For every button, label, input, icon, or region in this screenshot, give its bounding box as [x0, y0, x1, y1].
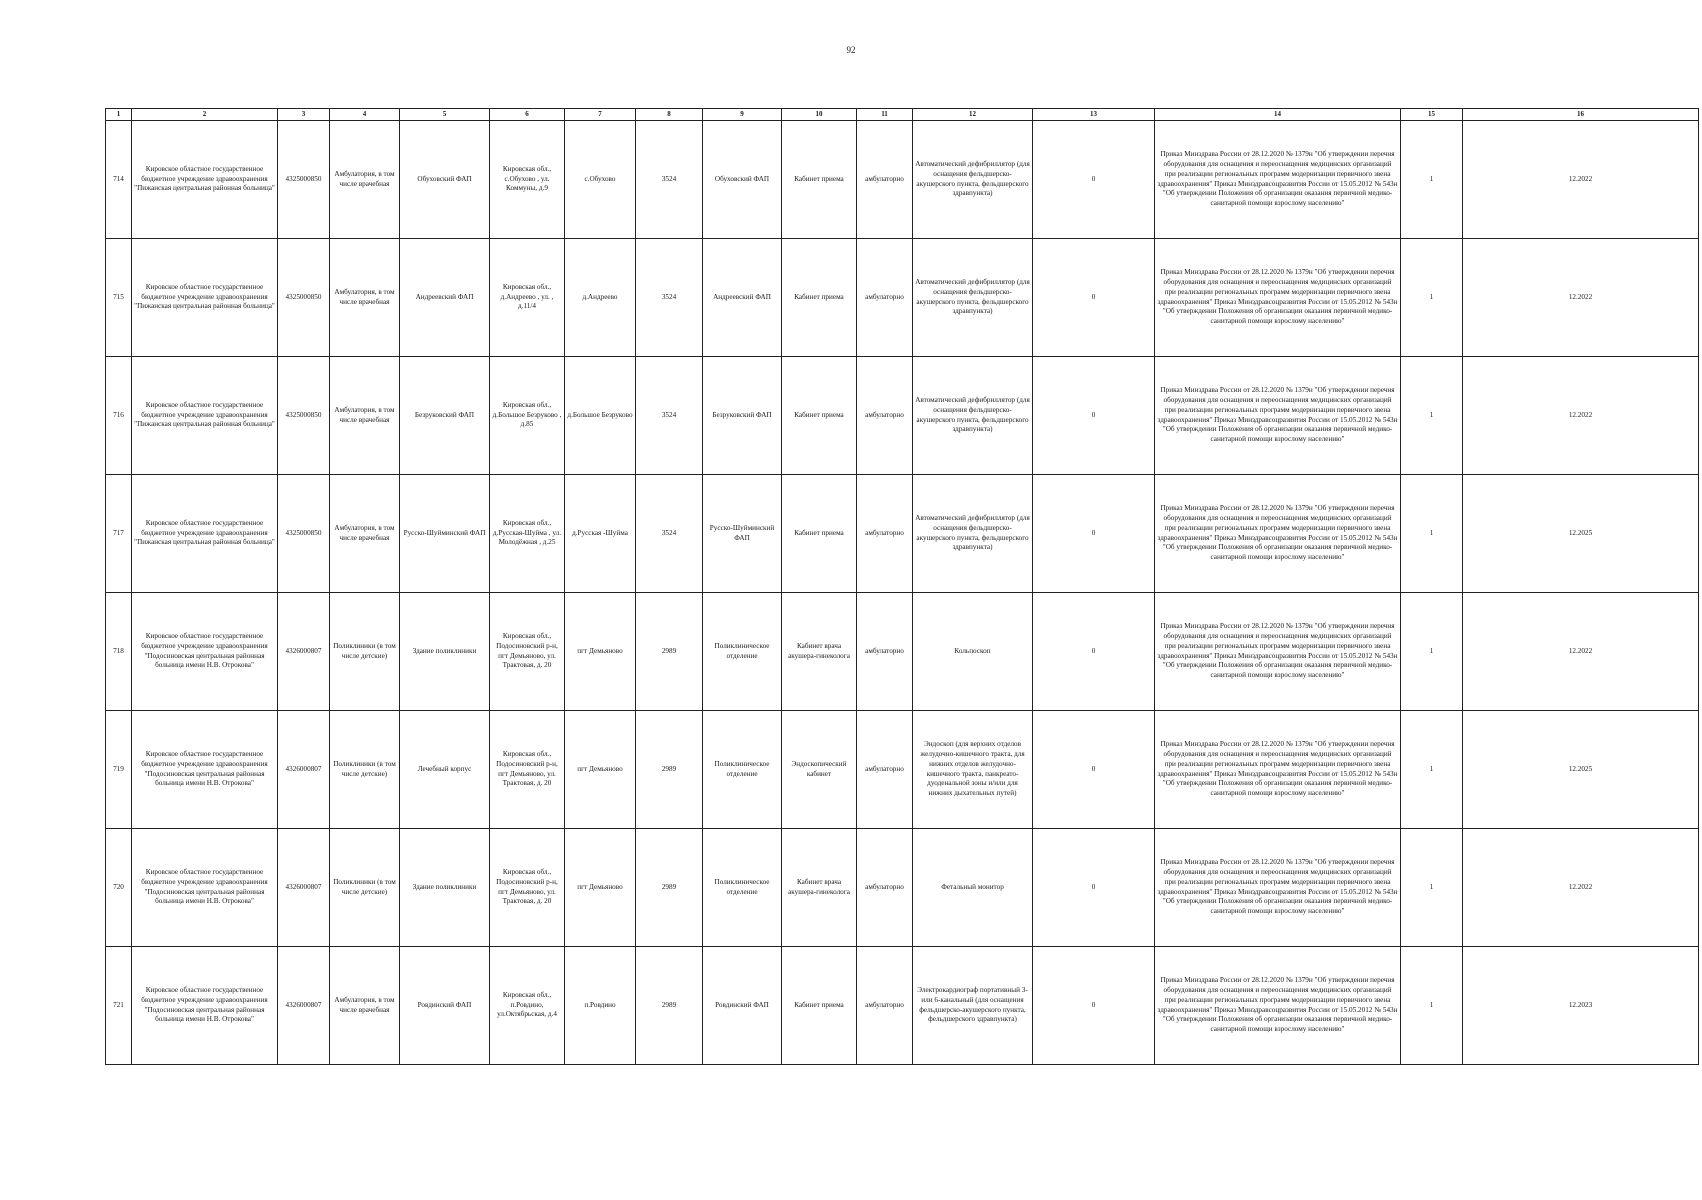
cell-department: Поликлиническое отделение — [703, 829, 782, 947]
cell-unit: Ровдинский ФАП — [400, 947, 490, 1065]
cell-count: 0 — [1033, 947, 1155, 1065]
cell-code: 4326000807 — [278, 947, 330, 1065]
column-header: 7 — [565, 109, 636, 121]
page-number: 92 — [846, 45, 856, 55]
table-body — [106, 121, 1699, 1065]
cell-unit: Здание поликлиники — [400, 593, 490, 711]
cell-equipment: Кольпоскоп — [913, 593, 1033, 711]
cell-legal: Приказ Минздрава России от 28.12.2020 № 1379н "Об утверждении перечня оборудования для оснащения и переоснащения медицинских организаций при реализации региональных программ модернизации первичного звена здравоохранения" Приказ Минздравсоцразвития России от 15.05.2012 № 543н "Об утверждении Положения об организации оказания первичной медико-санитарной помощи взрослому населению" — [1155, 357, 1401, 475]
cell-unit: Безруковский ФАП — [400, 357, 490, 475]
cell-care: амбулаторно — [857, 829, 913, 947]
cell-locality: п.Ровдино — [565, 947, 636, 1065]
cell-address: Кировская обл., Подосиновский р-н, пгт Демьяново, ул. Трактовая, д. 20 — [490, 593, 565, 711]
column-header: 14 — [1155, 109, 1401, 121]
cell-care: амбулаторно — [857, 357, 913, 475]
cell-population: 3524 — [636, 239, 703, 357]
cell-type: Поликлиники (в том числе детские) — [330, 711, 400, 829]
cell-unit: Русско-Шуйминский ФАП — [400, 475, 490, 593]
equipment-table — [105, 108, 1699, 1065]
cell-date: 12.2022 — [1463, 829, 1699, 947]
cell-locality: пгт Демьяново — [565, 829, 636, 947]
cell-equipment: Электрокардиограф портативный 3- или 6-канальный (для оснащения фельдшерско-акушерского пункта, фельдшерского здравпункта) — [913, 947, 1033, 1065]
cell-equipment: Автоматический дефибриллятор (для оснащения фельдшерско-акушерского пункта, фельдшерского здравпункта) — [913, 121, 1033, 239]
cell-care: амбулаторно — [857, 593, 913, 711]
table-row — [106, 947, 1699, 1065]
cell-care: амбулаторно — [857, 947, 913, 1065]
cell-num: 718 — [106, 593, 132, 711]
cell-qty: 1 — [1401, 357, 1463, 475]
cell-legal: Приказ Минздрава России от 28.12.2020 № 1379н "Об утверждении перечня оборудования для оснащения и переоснащения медицинских организаций при реализации региональных программ модернизации первичного звена здравоохранения" Приказ Минздравсоцразвития России от 15.05.2012 № 543н "Об утверждении Положения об организации оказания первичной медико-санитарной помощи взрослому населению" — [1155, 475, 1401, 593]
column-header: 1 — [106, 109, 132, 121]
cell-type: Поликлиники (в том числе детские) — [330, 593, 400, 711]
cell-num: 720 — [106, 829, 132, 947]
cell-legal: Приказ Минздрава России от 28.12.2020 № 1379н "Об утверждении перечня оборудования для оснащения и переоснащения медицинских организаций при реализации региональных программ модернизации первичного звена здравоохранения" Приказ Минздравсоцразвития России от 15.05.2012 № 543н "Об утверждении Положения об организации оказания первичной медико-санитарной помощи взрослому населению" — [1155, 239, 1401, 357]
cell-num: 719 — [106, 711, 132, 829]
column-header: 6 — [490, 109, 565, 121]
cell-org: Кировское областное государственное бюджетное учреждение здравоохранения "Подосиновская центральная районная больница имени Н.В. Отрокова" — [132, 829, 278, 947]
table-row — [106, 711, 1699, 829]
cell-room: Кабинет врача акушера-гинеколога — [782, 829, 857, 947]
cell-population: 3524 — [636, 475, 703, 593]
cell-num: 716 — [106, 357, 132, 475]
cell-org: Кировское областное государственное бюджетное учреждение здравоохранения "Подосиновская центральная районная больница имени Н.В. Отрокова" — [132, 947, 278, 1065]
cell-care: амбулаторно — [857, 239, 913, 357]
cell-count: 0 — [1033, 829, 1155, 947]
cell-type: Амбулатория, в том числе врачебная — [330, 121, 400, 239]
cell-type: Амбулатория, в том числе врачебная — [330, 475, 400, 593]
cell-department: Андреевский ФАП — [703, 239, 782, 357]
cell-locality: пгт Демьяново — [565, 711, 636, 829]
cell-qty: 1 — [1401, 711, 1463, 829]
table-row — [106, 593, 1699, 711]
cell-type: Амбулатория, в том числе врачебная — [330, 357, 400, 475]
cell-num: 717 — [106, 475, 132, 593]
cell-org: Кировское областное государственное бюджетное учреждение здравоохранения "Подосиновская центральная районная больница имени Н.В. Отрокова" — [132, 711, 278, 829]
cell-room: Кабинет приема — [782, 239, 857, 357]
cell-locality: д.Русская -Шуйма — [565, 475, 636, 593]
cell-room: Эндоскопический кабинет — [782, 711, 857, 829]
cell-room: Кабинет приема — [782, 947, 857, 1065]
cell-date: 12.2025 — [1463, 711, 1699, 829]
cell-care: амбулаторно — [857, 121, 913, 239]
cell-equipment: Эндоскоп (для верхних отделов желудочно-кишечного тракта, для нижних отделов желудочно-кишечного тракта, панкреато-дуоденальной зоны и/или для нижних дыхательных путей) — [913, 711, 1033, 829]
cell-address: Кировская обл., с.Обухово , ул. Коммуны, д.9 — [490, 121, 565, 239]
table-row — [106, 121, 1699, 239]
cell-date: 12.2022 — [1463, 593, 1699, 711]
cell-address: Кировская обл., д.Андреево , ул. , д.11/4 — [490, 239, 565, 357]
cell-department: Ровдинский ФАП — [703, 947, 782, 1065]
cell-date: 12.2022 — [1463, 121, 1699, 239]
column-header: 2 — [132, 109, 278, 121]
cell-num: 714 — [106, 121, 132, 239]
cell-equipment: Фетальный монитор — [913, 829, 1033, 947]
cell-legal: Приказ Минздрава России от 28.12.2020 № 1379н "Об утверждении перечня оборудования для оснащения и переоснащения медицинских организаций при реализации региональных программ модернизации первичного звена здравоохранения" Приказ Минздравсоцразвития России от 15.05.2012 № 543н "Об утверждении Положения об организации оказания первичной медико-санитарной помощи взрослому населению" — [1155, 711, 1401, 829]
cell-locality: д.Андреево — [565, 239, 636, 357]
cell-num: 715 — [106, 239, 132, 357]
column-header: 11 — [857, 109, 913, 121]
cell-population: 2989 — [636, 593, 703, 711]
cell-type: Амбулатория, в том числе врачебная — [330, 947, 400, 1065]
cell-address: Кировская обл., Подосиновский р-н, пгт Демьяново, ул. Трактовая, д. 20 — [490, 829, 565, 947]
cell-unit: Лечебный корпус — [400, 711, 490, 829]
cell-code: 4325000850 — [278, 239, 330, 357]
cell-room: Кабинет врача акушера-гинеколога — [782, 593, 857, 711]
column-header: 8 — [636, 109, 703, 121]
cell-code: 4325000850 — [278, 357, 330, 475]
cell-code: 4326000807 — [278, 711, 330, 829]
cell-count: 0 — [1033, 711, 1155, 829]
cell-org: Кировское областное государственное бюджетное учреждение здравоохранения "Пижанская центральная районная больница" — [132, 121, 278, 239]
cell-department: Поликлиническое отделение — [703, 593, 782, 711]
cell-type: Амбулатория, в том числе врачебная — [330, 239, 400, 357]
column-header: 16 — [1463, 109, 1699, 121]
cell-org: Кировское областное государственное бюджетное учреждение здравоохранения "Пижанская центральная районная больница" — [132, 357, 278, 475]
cell-legal: Приказ Минздрава России от 28.12.2020 № 1379н "Об утверждении перечня оборудования для оснащения и переоснащения медицинских организаций при реализации региональных программ модернизации первичного звена здравоохранения" Приказ Минздравсоцразвития России от 15.05.2012 № 543н "Об утверждении Положения об организации оказания первичной медико-санитарной помощи взрослому населению" — [1155, 593, 1401, 711]
cell-address: Кировская обл., д.Русская-Шуйма , ул. Молодёжная , д.25 — [490, 475, 565, 593]
cell-count: 0 — [1033, 121, 1155, 239]
cell-code: 4326000807 — [278, 829, 330, 947]
column-header: 13 — [1033, 109, 1155, 121]
table-row — [106, 239, 1699, 357]
table-row — [106, 475, 1699, 593]
column-header: 5 — [400, 109, 490, 121]
cell-date: 12.2023 — [1463, 947, 1699, 1065]
cell-care: амбулаторно — [857, 711, 913, 829]
column-header: 12 — [913, 109, 1033, 121]
cell-locality: д.Большое Безруково — [565, 357, 636, 475]
cell-locality: с.Обухово — [565, 121, 636, 239]
cell-count: 0 — [1033, 357, 1155, 475]
cell-department: Безруковский ФАП — [703, 357, 782, 475]
cell-equipment: Автоматический дефибриллятор (для оснащения фельдшерско-акушерского пункта, фельдшерского здравпункта) — [913, 239, 1033, 357]
cell-address: Кировская обл., д.Большое Безруково , д.85 — [490, 357, 565, 475]
cell-department: Обуховский ФАП — [703, 121, 782, 239]
cell-room: Кабинет приема — [782, 121, 857, 239]
cell-legal: Приказ Минздрава России от 28.12.2020 № 1379н "Об утверждении перечня оборудования для оснащения и переоснащения медицинских организаций при реализации региональных программ модернизации первичного звена здравоохранения" Приказ Минздравсоцразвития России от 15.05.2012 № 543н "Об утверждении Положения об организации оказания первичной медико-санитарной помощи взрослому населению" — [1155, 121, 1401, 239]
table-row — [106, 829, 1699, 947]
cell-org: Кировское областное государственное бюджетное учреждение здравоохранения "Пижанская центральная районная больница" — [132, 475, 278, 593]
cell-code: 4326000807 — [278, 593, 330, 711]
cell-org: Кировское областное государственное бюджетное учреждение здравоохранения "Подосиновская центральная районная больница имени Н.В. Отрокова" — [132, 593, 278, 711]
cell-department: Поликлиническое отделение — [703, 711, 782, 829]
cell-date: 12.2022 — [1463, 357, 1699, 475]
cell-code: 4325000850 — [278, 121, 330, 239]
cell-population: 2989 — [636, 947, 703, 1065]
cell-count: 0 — [1033, 239, 1155, 357]
cell-room: Кабинет приема — [782, 475, 857, 593]
cell-equipment: Автоматический дефибриллятор (для оснащения фельдшерско-акушерского пункта, фельдшерского здравпункта) — [913, 475, 1033, 593]
cell-type: Поликлиники (в том числе детские) — [330, 829, 400, 947]
cell-room: Кабинет приема — [782, 357, 857, 475]
cell-population: 2989 — [636, 711, 703, 829]
table-row — [106, 357, 1699, 475]
cell-qty: 1 — [1401, 239, 1463, 357]
cell-legal: Приказ Минздрава России от 28.12.2020 № 1379н "Об утверждении перечня оборудования для оснащения и переоснащения медицинских организаций при реализации региональных программ модернизации первичного звена здравоохранения" Приказ Минздравсоцразвития России от 15.05.2012 № 543н "Об утверждении Положения об организации оказания первичной медико-санитарной помощи взрослому населению" — [1155, 947, 1401, 1065]
cell-equipment: Автоматический дефибриллятор (для оснащения фельдшерско-акушерского пункта, фельдшерского здравпункта) — [913, 357, 1033, 475]
cell-population: 3524 — [636, 357, 703, 475]
cell-unit: Здание поликлиники — [400, 829, 490, 947]
cell-population: 3524 — [636, 121, 703, 239]
table-header-row — [106, 109, 1699, 121]
cell-qty: 1 — [1401, 475, 1463, 593]
cell-address: Кировская обл., п.Ровдино, ул.Октябрьская, д.4 — [490, 947, 565, 1065]
column-header: 15 — [1401, 109, 1463, 121]
cell-num: 721 — [106, 947, 132, 1065]
cell-legal: Приказ Минздрава России от 28.12.2020 № 1379н "Об утверждении перечня оборудования для оснащения и переоснащения медицинских организаций при реализации региональных программ модернизации первичного звена здравоохранения" Приказ Минздравсоцразвития России от 15.05.2012 № 543н "Об утверждении Положения об организации оказания первичной медико-санитарной помощи взрослому населению" — [1155, 829, 1401, 947]
cell-care: амбулаторно — [857, 475, 913, 593]
column-header: 3 — [278, 109, 330, 121]
cell-date: 12.2025 — [1463, 475, 1699, 593]
cell-locality: пгт Демьяново — [565, 593, 636, 711]
column-header: 10 — [782, 109, 857, 121]
cell-qty: 1 — [1401, 947, 1463, 1065]
column-header: 9 — [703, 109, 782, 121]
cell-code: 4325000850 — [278, 475, 330, 593]
cell-count: 0 — [1033, 475, 1155, 593]
cell-population: 2989 — [636, 829, 703, 947]
cell-date: 12.2022 — [1463, 239, 1699, 357]
column-header: 4 — [330, 109, 400, 121]
cell-department: Русско-Шуйминский ФАП — [703, 475, 782, 593]
cell-unit: Обуховский ФАП — [400, 121, 490, 239]
cell-qty: 1 — [1401, 829, 1463, 947]
cell-address: Кировская обл., Подосиновский р-н, пгт Демьяново, ул. Трактовая, д. 20 — [490, 711, 565, 829]
cell-count: 0 — [1033, 593, 1155, 711]
cell-qty: 1 — [1401, 121, 1463, 239]
cell-unit: Андреевский ФАП — [400, 239, 490, 357]
cell-org: Кировское областное государственное бюджетное учреждение здравоохранения "Пижанская центральная районная больница" — [132, 239, 278, 357]
cell-qty: 1 — [1401, 593, 1463, 711]
